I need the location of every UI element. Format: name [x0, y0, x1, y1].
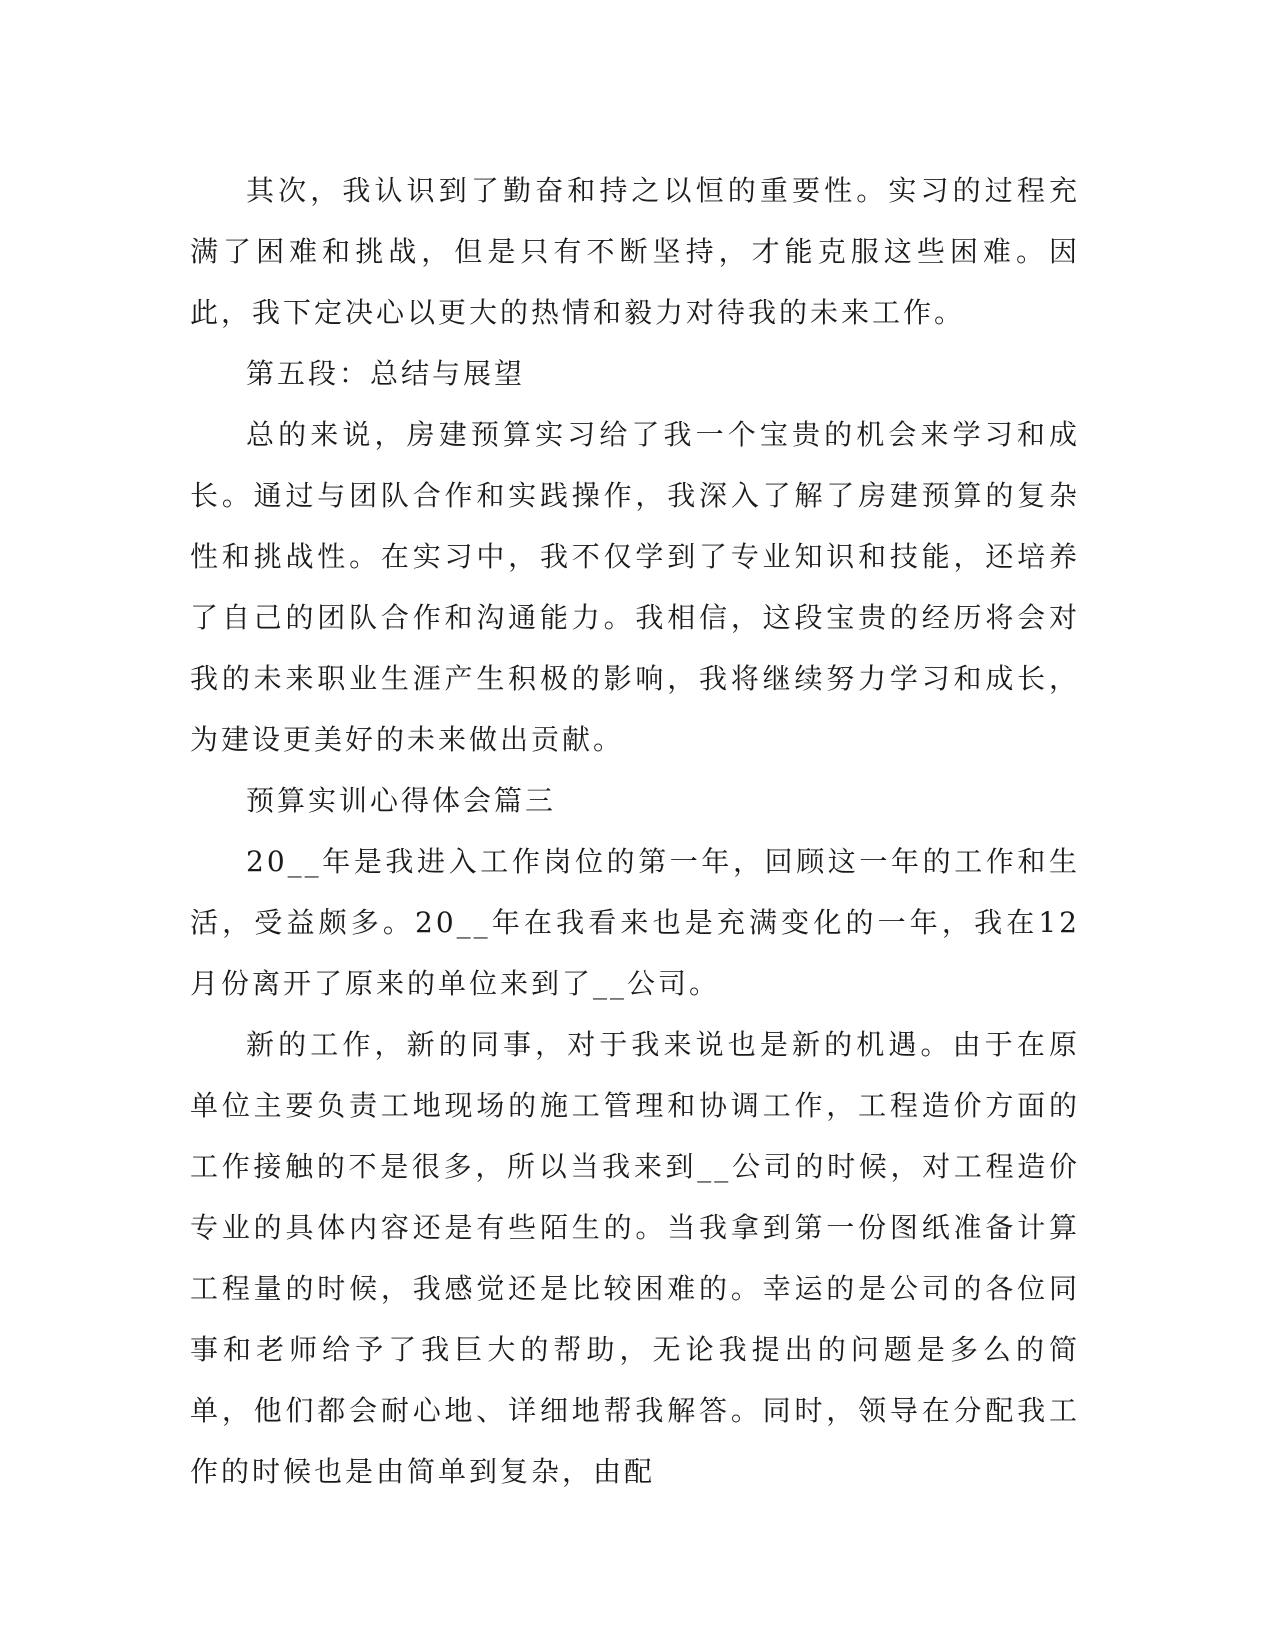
section-heading-part-three: 预算实训心得体会篇三	[246, 784, 557, 817]
paragraph-perseverance: 其次，我认识到了勤奋和持之以恒的重要性。实习的过程充满了困难和挑战，但是只有不断坚持，才能克服这些困难。因此，我下定决心以更大的热情和毅力对待我的未来工作。	[190, 174, 1080, 329]
paragraph-summary: 总的来说，房建预算实习给了我一个宝贵的机会来学习和成长。通过与团队合作和实践操作，我深入了解了房建预算的复杂性和挑战性。在实习中，我不仅学到了专业知识和技能，还培养了自己的团队合作和沟通能力。我相信，这段宝贵的经历将会对我的未来职业生涯产生积极的影响，我将继续努力学习和成长，为建设更美好的未来做出贡献。	[190, 418, 1080, 756]
paragraph-first-year: 20__年是我进入工作岗位的第一年，回顾这一年的工作和生活，受益颇多。20__年在我看来也是充满变化的一年，我在12月份离开了原来的单位来到了__公司。	[190, 845, 1080, 1000]
document-body	[190, 160, 1080, 1502]
section-heading-summary: 第五段：总结与展望	[246, 357, 526, 390]
paragraph-new-job: 新的工作，新的同事，对于我来说也是新的机遇。由于在原单位主要负责工地现场的施工管理和协调工作，工程造价方面的工作接触的不是很多，所以当我来到__公司的时候，对工程造价专业的具体内容还是有些陌生的。当我拿到第一份图纸准备计算工程量的时候，我感觉还是比较困难的。幸运的是公司的各位同事和老师给予了我巨大的帮助，无论我提出的问题是多么的简单，他们都会耐心地、详细地帮我解答。同时，领导在分配我工作的时候也是由简单到复杂，由配	[190, 1028, 1080, 1488]
